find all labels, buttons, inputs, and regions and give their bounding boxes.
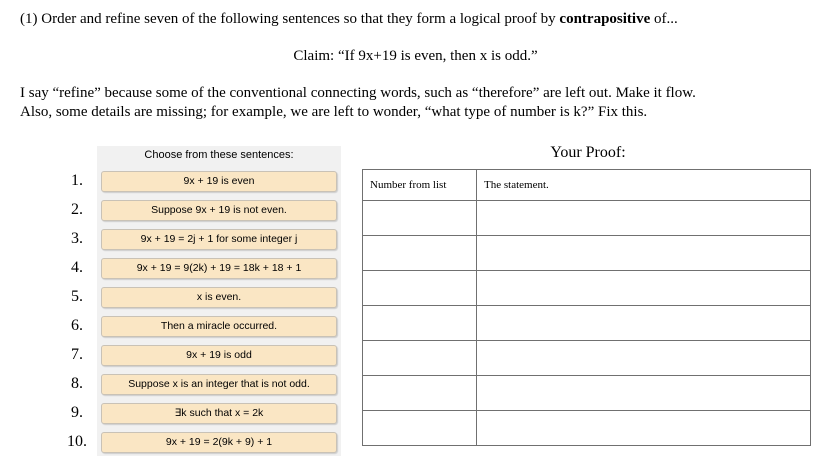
sentence-card-8[interactable]: Suppose x is an integer that is not odd. [101,374,337,395]
sentence-number: 9. [71,404,83,421]
statement-drop-cell[interactable] [477,271,811,306]
proof-header-row [363,170,811,201]
sentence-number: 5. [71,288,83,305]
sentence-card-5[interactable]: x is even. [101,287,337,308]
sentence-number: 3. [71,230,83,247]
sentence-card-1[interactable]: 9x + 19 is even [101,171,337,192]
proof-row [363,341,811,376]
number-drop-cell[interactable] [363,376,477,411]
number-drop-cell[interactable] [363,236,477,271]
sentence-number: 1. [71,172,83,189]
number-drop-cell[interactable] [363,306,477,341]
sentence-card-4[interactable]: 9x + 19 = 9(2k) + 19 = 18k + 18 + 1 [101,258,337,279]
sentence-number: 7. [71,346,83,363]
sentence-number: 4. [71,259,83,276]
number-drop-cell[interactable] [363,411,477,446]
sentence-card-9[interactable]: ∃k such that x = 2k [101,403,337,424]
proof-table [362,169,811,446]
sentence-card-3[interactable]: 9x + 19 = 2j + 1 for some integer j [101,229,337,250]
statement-drop-cell[interactable] [477,306,811,341]
statement-drop-cell[interactable] [477,341,811,376]
proof-row [363,376,811,411]
sentence-card-2[interactable]: Suppose 9x + 19 is not even. [101,200,337,221]
sentence-card-6[interactable]: Then a miracle occurred. [101,316,337,337]
sentence-number: 8. [71,375,83,392]
sentence-number: 2. [71,201,83,218]
proof-row [363,271,811,306]
proof-title: Your Proof: [550,144,626,161]
sentence-number: 10. [67,433,87,450]
sentence-number: 6. [71,317,83,334]
instructions-line-2: Also, some details are missing; for example, we are left to wonder, “what type of number is k?” Fix this. [20,104,648,120]
column-header-statement: The statement. [477,170,811,201]
proof-row [363,306,811,341]
proof-row [363,201,811,236]
number-drop-cell[interactable] [363,341,477,376]
statement-drop-cell[interactable] [477,201,811,236]
sentence-card-7[interactable]: 9x + 19 is odd [101,345,337,366]
column-header-number: Number from list [363,170,477,201]
statement-drop-cell[interactable] [477,236,811,271]
number-drop-cell[interactable] [363,271,477,306]
claim-statement: Claim: “If 9x+19 is even, then x is odd.” [293,48,538,64]
proof-row [363,236,811,271]
statement-drop-cell[interactable] [477,376,811,411]
sentence-list-header: Choose from these sentences: [144,149,294,161]
number-drop-cell[interactable] [363,201,477,236]
sentence-card-10[interactable]: 9x + 19 = 2(9k + 9) + 1 [101,432,337,453]
proof-row [363,411,811,446]
instructions-line-1: I say “refine” because some of the conventional connecting words, such as “therefore” are left out. Make it flow. [20,85,696,101]
statement-drop-cell[interactable] [477,411,811,446]
question-prompt: (1) Order and refine seven of the following sentences so that they form a logical proof by contrapositive of... [20,11,678,27]
